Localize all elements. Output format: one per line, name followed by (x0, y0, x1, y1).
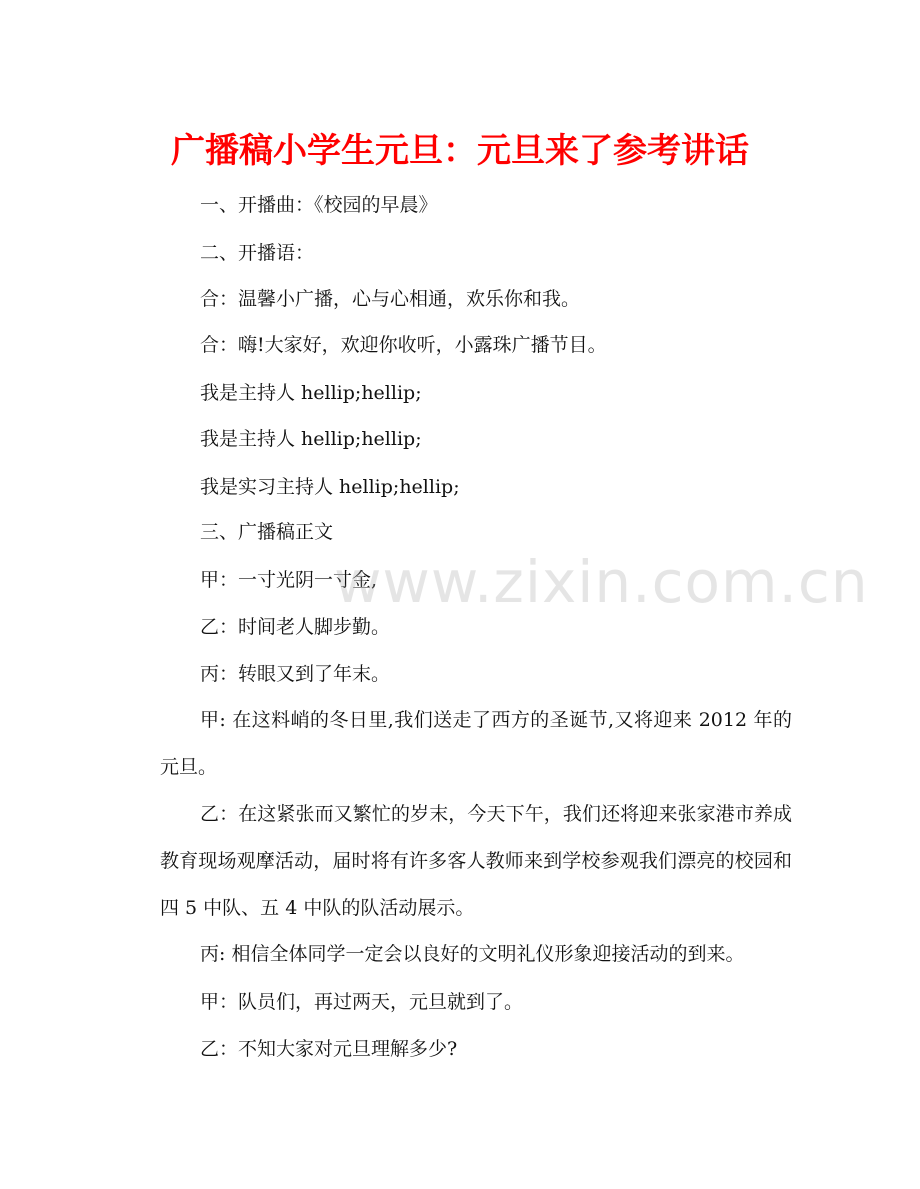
text-line: 合：嗨!大家好，欢迎你收听，小露珠广播节目。 (200, 334, 607, 356)
text-line: 乙：时间老人脚步勤。 (200, 616, 391, 638)
text-line: 合：温馨小广播，心与心相通，欢乐你和我。 (200, 288, 581, 310)
text-line: 甲：一寸光阴一寸金, (200, 569, 378, 591)
paragraph: 甲: 在这料峭的冬日里,我们送走了西方的圣诞节,又将迎来 2012 年的元旦。 (160, 709, 792, 778)
text-line: 我是主持人 hellip;hellip; (200, 382, 422, 404)
text-line: 我是主持人 hellip;hellip; (200, 428, 422, 450)
watermark-text: www.zixin.com.cn (334, 548, 869, 616)
document-title: 广播稿小学生元旦：元旦来了参考讲话 (171, 131, 749, 171)
text-line: 乙：不知大家对元旦理解多少? (200, 1038, 458, 1060)
paragraph: 乙：在这紧张而又繁忙的岁末，今天下午，我们还将迎来张家港市养成教育现场观摩活动，届时将有许多客人教师来到学校参观我们漂亮的校园和四 5 中队、五 4 中队的队活动展示。 (160, 803, 792, 919)
text-line: 一、开播曲：《校园的早晨》 (200, 194, 438, 216)
text-line: 三、广播稿正文 (200, 521, 334, 543)
text-line: 甲：队员们，再过两天，元旦就到了。 (200, 991, 524, 1013)
text-line: 二、开播语： (200, 242, 315, 264)
text-line: 我是实习主持人 hellip;hellip; (200, 476, 460, 498)
paragraph: 丙: 相信全体同学一定会以良好的文明礼仪形象迎接活动的到来。 (200, 943, 745, 965)
text-line: 丙：转眼又到了年末。 (200, 663, 391, 685)
